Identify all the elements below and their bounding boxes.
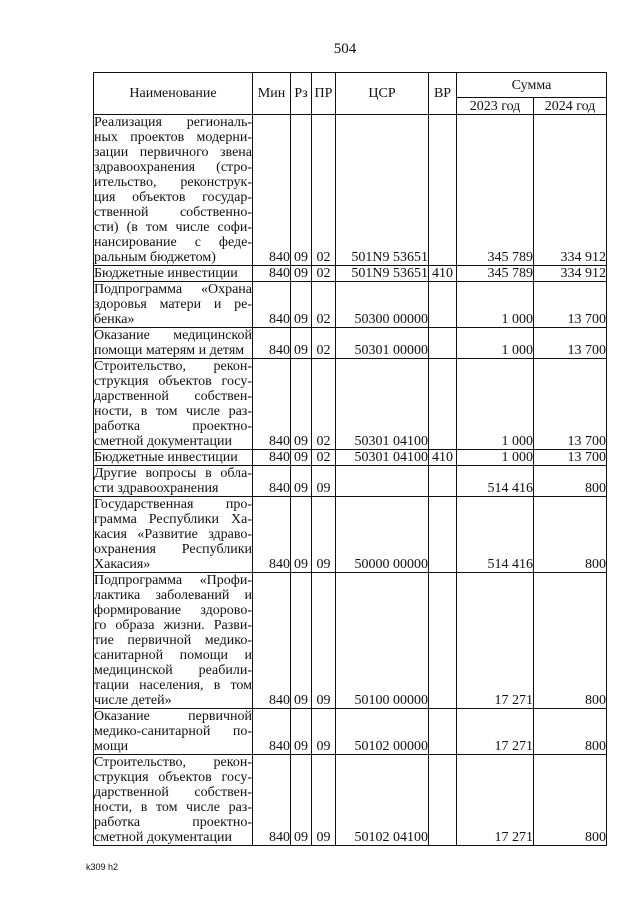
cell-min: 840 bbox=[253, 359, 291, 450]
table-row bbox=[94, 755, 607, 846]
cell-rz: 09 bbox=[291, 328, 312, 359]
name-line: Оказание медицинской bbox=[94, 328, 252, 343]
cell-vr bbox=[429, 328, 457, 359]
cell-pr: 02 bbox=[312, 328, 336, 359]
name-line: медико-санитарной по- bbox=[94, 724, 252, 739]
page-number: 504 bbox=[333, 41, 357, 57]
cell-min: 840 bbox=[253, 755, 291, 846]
cell-pr: 02 bbox=[312, 450, 336, 466]
table-row bbox=[94, 709, 607, 755]
name-line: струкция объектов госу- bbox=[94, 770, 252, 785]
header-2024: 2024 год bbox=[534, 98, 607, 115]
cell-min: 840 bbox=[253, 709, 291, 755]
name-line: санитарной помощи и bbox=[94, 648, 252, 663]
cell-2024: 334 912 bbox=[534, 266, 607, 282]
cell-vr bbox=[429, 466, 457, 497]
name-line: лактика заболеваний и bbox=[94, 588, 252, 603]
cell-2023: 1 000 bbox=[457, 328, 534, 359]
name-line: формирование здорово- bbox=[94, 603, 252, 618]
cell-min: 840 bbox=[253, 328, 291, 359]
name-line: Другие вопросы в обла- bbox=[94, 466, 252, 481]
name-line: Подпрограмма «Охрана bbox=[94, 282, 252, 297]
header-rz: Рз bbox=[291, 73, 312, 115]
table-row bbox=[94, 282, 607, 328]
name-line: касия «Развитие здраво- bbox=[94, 527, 252, 542]
table-row bbox=[94, 115, 607, 266]
name-line: струкция объектов госу- bbox=[94, 374, 252, 389]
name-line: Бюджетные инвестиции bbox=[94, 450, 238, 465]
cell-vr bbox=[429, 755, 457, 846]
cell-vr bbox=[429, 497, 457, 573]
cell-vr bbox=[429, 282, 457, 328]
name-line: ности, в том числе раз- bbox=[94, 800, 252, 815]
table-row bbox=[94, 497, 607, 573]
table-row bbox=[94, 573, 607, 709]
cell-pr: 09 bbox=[312, 497, 336, 573]
cell-csr: 50300 00000 bbox=[336, 282, 429, 328]
cell-csr bbox=[336, 466, 429, 497]
name-line: здравоохранения (стро- bbox=[94, 160, 252, 175]
cell-min: 840 bbox=[253, 497, 291, 573]
table-header bbox=[94, 73, 607, 115]
name-line: грамма Республики Ха- bbox=[94, 512, 252, 527]
name-line: тие первичной медико- bbox=[94, 633, 252, 648]
cell-name bbox=[94, 282, 253, 328]
cell-pr: 09 bbox=[312, 709, 336, 755]
cell-min: 840 bbox=[253, 282, 291, 328]
name-line: ральным бюджетом) bbox=[94, 250, 216, 265]
cell-2023: 17 271 bbox=[457, 573, 534, 709]
name-line: Строительство, рекон- bbox=[94, 755, 252, 770]
name-line: числе детей» bbox=[94, 693, 172, 708]
name-line: медицинской реабили- bbox=[94, 663, 252, 678]
cell-2024: 800 bbox=[534, 755, 607, 846]
name-line: ности, в том числе раз- bbox=[94, 404, 252, 419]
name-line: здоровья матери и ре- bbox=[94, 297, 252, 312]
cell-2023: 17 271 bbox=[457, 709, 534, 755]
name-line: сметной документации bbox=[94, 434, 232, 449]
cell-rz: 09 bbox=[291, 573, 312, 709]
header-2023: 2023 год bbox=[457, 98, 534, 115]
cell-2023: 514 416 bbox=[457, 466, 534, 497]
name-line: ительство, реконструк- bbox=[94, 175, 252, 190]
table-row bbox=[94, 328, 607, 359]
cell-csr: 501N9 53651 bbox=[336, 115, 429, 266]
name-line: работка проектно- bbox=[94, 815, 252, 830]
cell-vr bbox=[429, 359, 457, 450]
cell-pr: 02 bbox=[312, 282, 336, 328]
cell-2024: 13 700 bbox=[534, 328, 607, 359]
cell-name bbox=[94, 466, 253, 497]
cell-2023: 514 416 bbox=[457, 497, 534, 573]
table-row bbox=[94, 450, 607, 466]
cell-pr: 02 bbox=[312, 359, 336, 450]
cell-min: 840 bbox=[253, 266, 291, 282]
header-csr: ЦСР bbox=[336, 73, 429, 115]
cell-min: 840 bbox=[253, 450, 291, 466]
cell-csr: 50301 00000 bbox=[336, 328, 429, 359]
cell-vr bbox=[429, 573, 457, 709]
name-line: охранения Республики bbox=[94, 542, 252, 557]
cell-name bbox=[94, 450, 253, 466]
cell-rz: 09 bbox=[291, 709, 312, 755]
name-line: сти) (в том числе софи- bbox=[94, 220, 252, 235]
cell-rz: 09 bbox=[291, 115, 312, 266]
cell-vr: 410 bbox=[429, 266, 457, 282]
name-line: дарственной собствен- bbox=[94, 389, 252, 404]
cell-2023: 17 271 bbox=[457, 755, 534, 846]
cell-2023: 1 000 bbox=[457, 359, 534, 450]
cell-2023: 1 000 bbox=[457, 450, 534, 466]
name-line: го образа жизни. Разви- bbox=[94, 618, 252, 633]
name-line: сти здравоохранения bbox=[94, 481, 219, 496]
name-line: Подпрограмма «Профи- bbox=[94, 573, 252, 588]
budget-table bbox=[93, 72, 607, 846]
header-pr: ПР bbox=[312, 73, 336, 115]
name-line: Государственная про- bbox=[94, 497, 252, 512]
cell-csr: 50301 04100 bbox=[336, 450, 429, 466]
header-min: Мин bbox=[253, 73, 291, 115]
footer-code: k309 h2 bbox=[86, 862, 119, 872]
name-line: тации населения, в том bbox=[94, 678, 252, 693]
name-line: сметной документации bbox=[94, 830, 232, 845]
name-line: мощи bbox=[94, 739, 129, 754]
cell-csr: 50301 04100 bbox=[336, 359, 429, 450]
cell-2024: 334 912 bbox=[534, 115, 607, 266]
header-vr: ВР bbox=[429, 73, 457, 115]
cell-vr bbox=[429, 115, 457, 266]
cell-rz: 09 bbox=[291, 466, 312, 497]
name-line: ственной собственно- bbox=[94, 205, 252, 220]
name-line: Строительство, рекон- bbox=[94, 359, 252, 374]
cell-2024: 800 bbox=[534, 466, 607, 497]
cell-pr: 02 bbox=[312, 266, 336, 282]
cell-pr: 09 bbox=[312, 755, 336, 846]
cell-pr: 02 bbox=[312, 115, 336, 266]
cell-name bbox=[94, 115, 253, 266]
cell-min: 840 bbox=[253, 115, 291, 266]
cell-csr: 50102 00000 bbox=[336, 709, 429, 755]
cell-vr bbox=[429, 709, 457, 755]
cell-2024: 800 bbox=[534, 497, 607, 573]
name-line: нансирование с феде- bbox=[94, 235, 252, 250]
name-line: Реализация региональ- bbox=[94, 115, 252, 130]
name-line: зации первичного звена bbox=[94, 145, 252, 160]
cell-name bbox=[94, 359, 253, 450]
cell-rz: 09 bbox=[291, 282, 312, 328]
cell-name bbox=[94, 755, 253, 846]
header-sum: Сумма bbox=[457, 73, 607, 98]
cell-vr: 410 bbox=[429, 450, 457, 466]
cell-csr: 50000 00000 bbox=[336, 497, 429, 573]
cell-name bbox=[94, 266, 253, 282]
cell-csr: 50102 04100 bbox=[336, 755, 429, 846]
cell-2024: 800 bbox=[534, 709, 607, 755]
name-line: дарственной собствен- bbox=[94, 785, 252, 800]
name-line: Хакасия» bbox=[94, 557, 151, 572]
cell-name bbox=[94, 573, 253, 709]
cell-rz: 09 bbox=[291, 266, 312, 282]
cell-2024: 13 700 bbox=[534, 359, 607, 450]
cell-name bbox=[94, 497, 253, 573]
cell-2024: 13 700 bbox=[534, 282, 607, 328]
cell-2023: 1 000 bbox=[457, 282, 534, 328]
cell-name bbox=[94, 328, 253, 359]
cell-pr: 09 bbox=[312, 466, 336, 497]
cell-min: 840 bbox=[253, 573, 291, 709]
cell-csr: 501N9 53651 bbox=[336, 266, 429, 282]
cell-2024: 13 700 bbox=[534, 450, 607, 466]
name-line: ция объектов государ- bbox=[94, 190, 252, 205]
cell-min: 840 bbox=[253, 466, 291, 497]
cell-rz: 09 bbox=[291, 497, 312, 573]
cell-rz: 09 bbox=[291, 450, 312, 466]
name-line: помощи матерям и детям bbox=[94, 343, 245, 358]
cell-2023: 345 789 bbox=[457, 115, 534, 266]
name-line: Бюджетные инвестиции bbox=[94, 266, 238, 281]
cell-name bbox=[94, 709, 253, 755]
name-line: ных проектов модерни- bbox=[94, 130, 252, 145]
cell-2024: 800 bbox=[534, 573, 607, 709]
cell-csr: 50100 00000 bbox=[336, 573, 429, 709]
cell-rz: 09 bbox=[291, 755, 312, 846]
cell-pr: 09 bbox=[312, 573, 336, 709]
name-line: бенка» bbox=[94, 312, 135, 327]
table-row bbox=[94, 466, 607, 497]
table-row bbox=[94, 266, 607, 282]
name-line: Оказание первичной bbox=[94, 709, 252, 724]
table-row bbox=[94, 359, 607, 450]
cell-rz: 09 bbox=[291, 359, 312, 450]
cell-2023: 345 789 bbox=[457, 266, 534, 282]
header-name: Наименование bbox=[94, 73, 253, 115]
name-line: работка проектно- bbox=[94, 419, 252, 434]
